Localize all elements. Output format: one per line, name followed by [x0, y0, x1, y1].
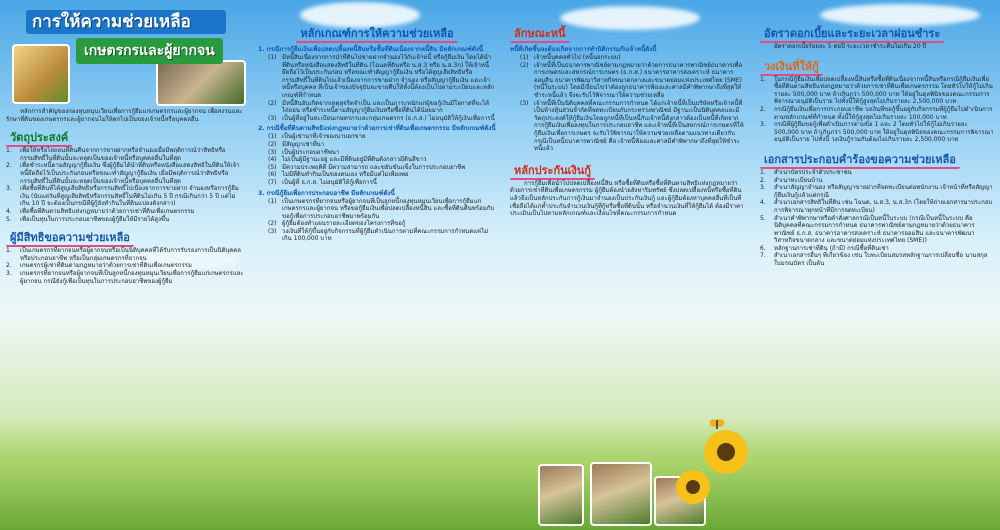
list-item: (4) ไม่เป็นผู้มีฐานะอยู่ และมีที่ดินอยู่มีที่ดินดังกล่าวมีดินสีขาว [268, 156, 427, 164]
list-item: (1) เป็นผู้เช่านาที่เจ้าของนาบอกขาย [268, 133, 366, 141]
list-item: (2) เจ้าหนี้ที่เป็นธนาคารพาณิชย์ตามกฎหมายว่าด้วยการธนาคารพาณิชย์ธนาคารเพื่อการเกษตรและสหกรณ์การเกษตร (ธ.ก.ส.) ธนาคารอาคารสงเคราะห์ ธนาคารออมสิน ธนาคารพัฒนาวิสาหกิจขนาดกลางและขนาดย่อมแห่งประเทศไทย (SME) (หนี้ในระบบ) โดยมีเงื่อนไขว่าต้องถูกธนาคารฟ้องและศาลมีคำพิพากษาถึงที่สุดให้ชำระหนี้แล้ว จึงจะรับไว้พิจารณาให้ความช่วยเหลือ [520, 61, 743, 99]
loan-limit-list [760, 76, 994, 144]
list-item: 3. กรณีที่ผู้กู้ยืมขอกู้เพื่อดำเนินการตามข้อ 1 และ 2 โดยทั่วไปให้กู้ไม่เกินรายละ 500,000 บาท ถ้าเกินกว่า 500,000 บาท ให้อยู่ในดุลพินิจของคณะกรรมการพิจารณาอนุมัติเป็นราย ไปทั้งนี้ วงเงินกู้รวมกันต้องไม่เกินรายละ 2,500,000 บาท [760, 121, 994, 144]
list-item: (7) เป็นผู้ที่ ธ.ก.ส. ไม่อนุมัติให้กู้เพื่อการนี้ [268, 178, 377, 186]
column-debt [504, 0, 752, 530]
column-criteria [252, 0, 502, 530]
list-item: (3) เป็นผู้ที่อยู่ในทะเบียนเกษตรกรและกลุ่มเกษตรกร (ธ.ก.ส.) ไม่อนุมัติให้กู้เงินเพื่อการนี้ [268, 114, 495, 122]
list-item: 2. สำเนาทะเบียนบ้าน [760, 176, 823, 184]
list-item: 1. ในกรณีกู้ยืมเงินเพื่อปลดเปลื้องหนี้สินหรือซื้อที่ดินเนื่องจากหนี้สินหรือกรณีกู้ยืมเงินเพื่อซื้อที่ดินตามสิทธิแห่งกฎหมายว่าด้วยการเช่าที่ดินเพื่อเกษตรกรรม โดยทั่วไปให้กู้ไม่เกินรายละ 500,000 บาท ถ้าเกินกว่า 500,000 บาท ให้อยู่ในดุลพินิจของคณะกรรมการพิจารณาอนุมัติเป็นราย ไปทั้งนี้ให้กู้สูงสุดไม่เกินรายละ 2,500,000 บาท [760, 75, 993, 106]
objectives-heading: วัตถุประสงค์ [6, 130, 72, 147]
column-intro [0, 0, 250, 530]
list-item: 1. สำเนาบัตรประจำตัวประชาชน [760, 168, 852, 176]
list-item: 2. เพื่อชำระหนี้ตามสัญญากู้ยืมเงิน ซึ่งผู้กู้ยืมได้นำที่ดินหรือหนังสือแสดงสิทธิในที่ดินให้เจ้าหนี้ยึดถือไว้เป็นประกันก่อนหรือขณะทำสัญญากู้ยืมเงิน เมื่อมีพฤติการณ์ว่าสิทธิหรือกรรมสิทธิ์ในที่ดินนั้นจะหลุดเป็นของเจ้าหนี้หรือบุคคลอื่นในที่สุด [6, 162, 240, 185]
criteria-section-3-title: 3. กรณีกู้ยืมเพื่อการประกอบอาชีพ มีหลักเกณฑ์ดังนี้ [258, 189, 395, 197]
debt-heading: ลักษณะหนี้ [510, 26, 570, 43]
list-item: (3) เจ้าหนี้ที่เป็นนิติบุคคลที่คณะกรรมการกำหนด ได้แก่เจ้าหนี้ที่เป็นบริษัทหรือเจ้าหนี้ที่เป็นห้างหุ้นส่วนจำกัดที่จดทะเบียนกับกระทรวงพาณิชย์ มีฐานะเป็นนิติบุคคลและมีวัตถุประสงค์ให้กู้ยืมเงินโดยถูกหนี้ที่เป็นหนี้กับเจ้าหนี้ดังกล่าวต้องเป็นหนี้ที่เกิดจากการกู้ยืมเงินเพื่อลงทุนในการประกอบอาชีพ และเจ้าหนี้ที่เป็นสหกรณ์การเกษตรที่ให้กู้ยืมเงินเพื่อการเกษตร จะรับไว้พิจารณาให้ความช่วยเหลือตามแนวทางเดียวกับกรณีเป็นหนี้ธนาคารพาณิชย์ คือ เจ้าหนี้ฟ้องและศาลมีคำพิพากษาถึงที่สุดให้ชำระหนี้แล้ว [520, 99, 744, 153]
list-item: 2. กรณีกู้ยืมเงินเพื่อการประกอบอาชีพ วงเงินที่ขอกู้ขึ้นอยู่กับกิจกรรมที่ผู้กู้ยืมไปดำเนินการตามหลักเกณฑ์ที่กำหนด ทั้งนี้ให้กู้สูงสุดไม่เกินรายละ 100,000 บาท [760, 105, 993, 121]
meeting-photo [156, 60, 246, 106]
list-item: 3. เพื่อซื้อที่ดินที่ได้สูญเสียสิทธิหรือกรรมสิทธิ์ไปเนื่องจากการขายฝาก จำนองหรือการกู้ยืมเงิน (นับแต่วันที่สูญเสียสิทธิหรือกรรมสิทธิ์ในที่ดินไม่เกิน 5 ปี กรณีเกินกว่า 5 ปี แต่ไม่เกิน 10 ปี จะต้องเป็นกรณีที่ผู้กู้ยังทำกินในที่ดินแปลงดังกล่าว) [6, 185, 239, 208]
criteria-section-3-list [258, 198, 496, 244]
list-item: 2. เกษตรกรผู้เช่าที่ดินตามกฎหมายว่าด้วยการเช่าที่ดินเพื่อเกษตรกรรม [6, 262, 192, 270]
list-item: 1. เป็นเกษตรกรที่ยากจนหรือผู้ยากจนหรือเป็นนิติบุคคลที่ได้รับการรับรองการเป็นนิติบุคคลหรือประกอบอาชีพ หรือเป็นกลุ่มเกษตรกรที่ยากจน [6, 247, 241, 262]
eligible-list [6, 247, 244, 285]
list-item: 6. หลักฐานการเช่าที่ดิน (ถ้ามี) กรณีซื้อที่ดินเช่า [760, 244, 889, 252]
list-item: (1) มีหนี้สินเนื่องจากการนำที่ดินไปขายฝากจำนองไว้กับเจ้าหนี้ หรือกู้ยืมเงิน โดยได้นำที่ดินหรือหนังสือแสดงสิทธิในที่ดิน (โฉนดที่ดินหรือ น.ส.3 หรือ น.ส.3ก) ให้เจ้าหนี้ยึดถือไว้เป็นประกันก่อน หรือขณะทำสัญญากู้ยืมเงิน หรือได้สูญเสียสิทธิหรือกรรมสิทธิ์ในที่ดินไปแล้วเนื่องจากการขายฝาก จำนอง หรือสัญญากู้ยืมเงิน และเจ้าหนี้หรือบุคคล ที่เป็นเจ้าของปัจจุบันจะขายคืนให้ทั้งนี้ต้องเป็นไปตามระเบียบและหลักเกณฑ์ที่กำหนด [268, 54, 495, 99]
title-banner [6, 4, 244, 104]
sunflower-decoration [704, 430, 748, 474]
page-title: การให้ความช่วยเหลือ [26, 10, 226, 34]
collateral-heading: หลักประกันเงินกู้ [510, 163, 595, 180]
list-item: (3) เป็นผู้ประกอบอาชีพนา [268, 148, 340, 156]
list-item: 3. เกษตรกรที่ยากจนหรือผู้ยากจนที่เป็นลูกหนี้กองทุนหมุนเวียนเพื่อการกู้ยืมแก่เกษตรกรและผู้ยากจน กรณียังกู้เพื่อเป็นทุนในการประกอบอาชีพของผู้กู้ยืม [6, 269, 244, 285]
list-item: 5. สำเนาคำพิพากษาหรือคำสั่งศาลกรณีเป็นหนี้ในระบบ (กรณีเป็นหนี้ในระบบ คือ นิติบุคคลที่คณะกรรมการกำหนด ธนาคารพาณิชย์ตามกฎหมายว่าด้วยธนาคารพาณิชย์ ธ.ก.ส. ธนาคารอาคารสงเคราะห์ ธนาคารออมสิน และธนาคารพัฒนาวิสาหกิจขนาดกลาง และขนาดย่อมแห่งประเทศไทย (SME)) [760, 214, 975, 245]
criteria-section-2-title: 2. กรณีซื้อที่ดินตามสิทธิแห่งกฎหมายว่าด้วยการเช่าที่ดินเพื่อเกษตรกรรม มีหลักเกณฑ์ดังนี้ [258, 125, 496, 133]
list-item: (3) วงเงินที่ให้กู้ขึ้นอยู่กับกิจกรรมที่ผู้กู้ยืมดำเนินการตามที่คณะกรรมการกำหนดแต่ไม่เกิน 100,000 บาท [268, 227, 489, 243]
list-item: 4. สำเนาเอกสารสิทธิในที่ดิน เช่น โฉนด, น.ส.3, น.ส.3ก (โดยให้ถ่ายเอกสารมาประกอบการพิจารณาทุกหน้าที่มีการจดทะเบียน) [760, 199, 993, 214]
eligible-heading: ผู้มีสิทธิขอความช่วยเหลือ [6, 230, 134, 247]
criteria-section-1-title: 1. กรณีการกู้ยืมเงินเพื่อปลดเปลื้องหนี้สินหรือซื้อที่ดินเนื่องจากหนี้สิน มีหลักเกณฑ์ดังนี้ [258, 46, 483, 53]
intro-text: หลักการสำคัญของกองทุนหมุนเวียนเพื่อการกู้ยืมแก่เกษตรกรและผู้ยากจน เพื่อสงวนและรักษาที่ดินของเกษตรกรและผู้ยากจนไม่ให้ตกไปเป็นของเจ้าหนี้หรือบุคคลอื่น [6, 108, 243, 123]
list-item: (6) ไม่มีที่ดินทำกินเป็นของตนเอง หรือมีแต่ไม่เพียงพอ [268, 171, 409, 179]
loan-limit-heading: วงเงินที่ให้กู้ [760, 59, 823, 76]
list-item: (2) มีหนี้สินอันเกิดจากเหตุสุจริตจำเป็น และเป็นภาระหนักแก่ผู้ขอกู้เงินมีโอกาสที่จะได้ ไถ่ถอน หรือชำระหนี้ตามสัญญากู้ยืมเงินหรือซื้อที่ดินได้น้อยมาก [268, 99, 490, 115]
criteria-heading: หลักเกณฑ์การให้ความช่วยเหลือ [296, 26, 457, 43]
page-subtitle: เกษตรกรและผู้ยากจน [76, 38, 223, 64]
interest-text: อัตราดอกเบี้ยร้อยละ 5 ต่อปี ระยะเวลาชำระคืนไม่เกิน 20 ปี [774, 43, 927, 50]
collateral-text: การกู้ยืมเพื่อนำไปปลดเปลื้องหนี้สิน หรือซื้อที่ดินหรือซื้อที่ดินตามสิทธิแห่งกฎหมายว่าด้วยการเช่าที่ดินเพื่อเกษตรกรรม ผู้กู้ยืมต้องนำอสังหาริมทรัพย์ ซึ่งปลดเปลื้องหนี้หรือซื้อที่ดินแล้วจึงเป็นหลักประกันการกู้เงินมาจำนองเป็นประกันเงินกู้ และผู้กู้ยืมต้องหาบุคคลอื่นที่เป็นที่เชื่อถือได้แก่ค้ำประกันจำนวนเงินกู้ที่กู้หรือซื้อที่ดินนั้น หรือจำนวนเงินที่ให้กู้ยืมได้ ต้องมีราคาประเมินเป็นไปตามหลักเกณฑ์และเงื่อนไขที่คณะกรรมการกำหนด [510, 179, 744, 218]
objectives-list [6, 147, 244, 223]
list-item: (1) เจ้าหนี้บุคคลทั่วไป (หนี้นอกระบบ) [520, 54, 621, 61]
butterfly-icon [709, 418, 725, 430]
list-item: 7. สำเนาเอกสารอื่นๆ ที่เกี่ยวข้อง เช่น ใบทะเบียนสมรสหลักฐานการเปลี่ยนชื่อ นามสกุล ใบมรณบัตร เป็นต้น [760, 252, 988, 268]
debt-subheading: หนี้ที่เกิดขึ้นจะต้องเกิดจากการทำนิติกรรมกับเจ้าหนี้ดังนี้ [510, 46, 657, 53]
documents-list [760, 169, 994, 268]
list-item: (5) มีความประพฤติดี มีความสามารถ และขยันขันแข็งในการประกอบอาชีพ [268, 163, 466, 171]
criteria-section-2-list [258, 133, 496, 186]
list-item: 4. เพื่อซื้อที่ดินตามสิทธิแห่งกฎหมายว่าด้วยการเช่าที่ดินเพื่อเกษตรกรรม [6, 207, 195, 215]
column-loan [754, 0, 1000, 530]
list-item: 3. สำเนาสัญญาจำนอง หรือสัญญาขายฝากที่จดทะเบียนต่อพนักงาน เจ้าหน้าที่หรือสัญญากู้ยืมเงินกู้แล้วแต่กรณี [760, 184, 993, 199]
list-item: 1. เพื่อให้หรือไถ่ถอนที่ดินคืนจากการขายฝากหรือจำนองเมื่อมีพฤติการณ์ว่าสิทธิหรือกรรมสิทธิ์ในที่ดินนั้นจะหลุดเป็นของเจ้าหนี้หรือบุคคลอื่นในที่สุด [6, 147, 226, 162]
documents-heading: เอกสารประกอบคำร้องขอความช่วยเหลือ [760, 152, 960, 169]
debt-list [510, 54, 746, 153]
criteria-section-1-list [258, 54, 496, 122]
rice-planting-photo [590, 462, 652, 526]
list-item: (1) เป็นเกษตรกรที่ยากจนหรือผู้ยากจนที่เป็นลูกหนี้กองทุนหมุนเวียนเพื่อการกู้ยืมแก่เกษตรกรและผู้ยากจน หรือขอกู้ยืมเงินเพื่อปลดเปลื้องหนี้สิน และซื้อที่ดินคืนพร้อมกับขอกู้เพื่อการประกอบอาชีพมาพร้อมกัน [268, 197, 495, 220]
list-item: (2) ผู้กู้ยืมต้องทำแผนรายละเอียดของโครงการที่ขอกู้ [268, 220, 406, 228]
sunflower-decoration [676, 470, 710, 504]
list-item: 5. เพื่อเป็นทุนในการประกอบอาชีพของผู้กู้ยืมให้มีรายได้สูงขึ้น [6, 215, 170, 223]
farmer-woman-photo [538, 464, 584, 526]
interest-heading: อัตราดอกเบี้ยและระยะเวลาผ่อนชำระ [760, 26, 944, 43]
farmer-photo [12, 44, 70, 104]
list-item: (2) มีสัญญาเช่าที่นา [268, 140, 325, 148]
